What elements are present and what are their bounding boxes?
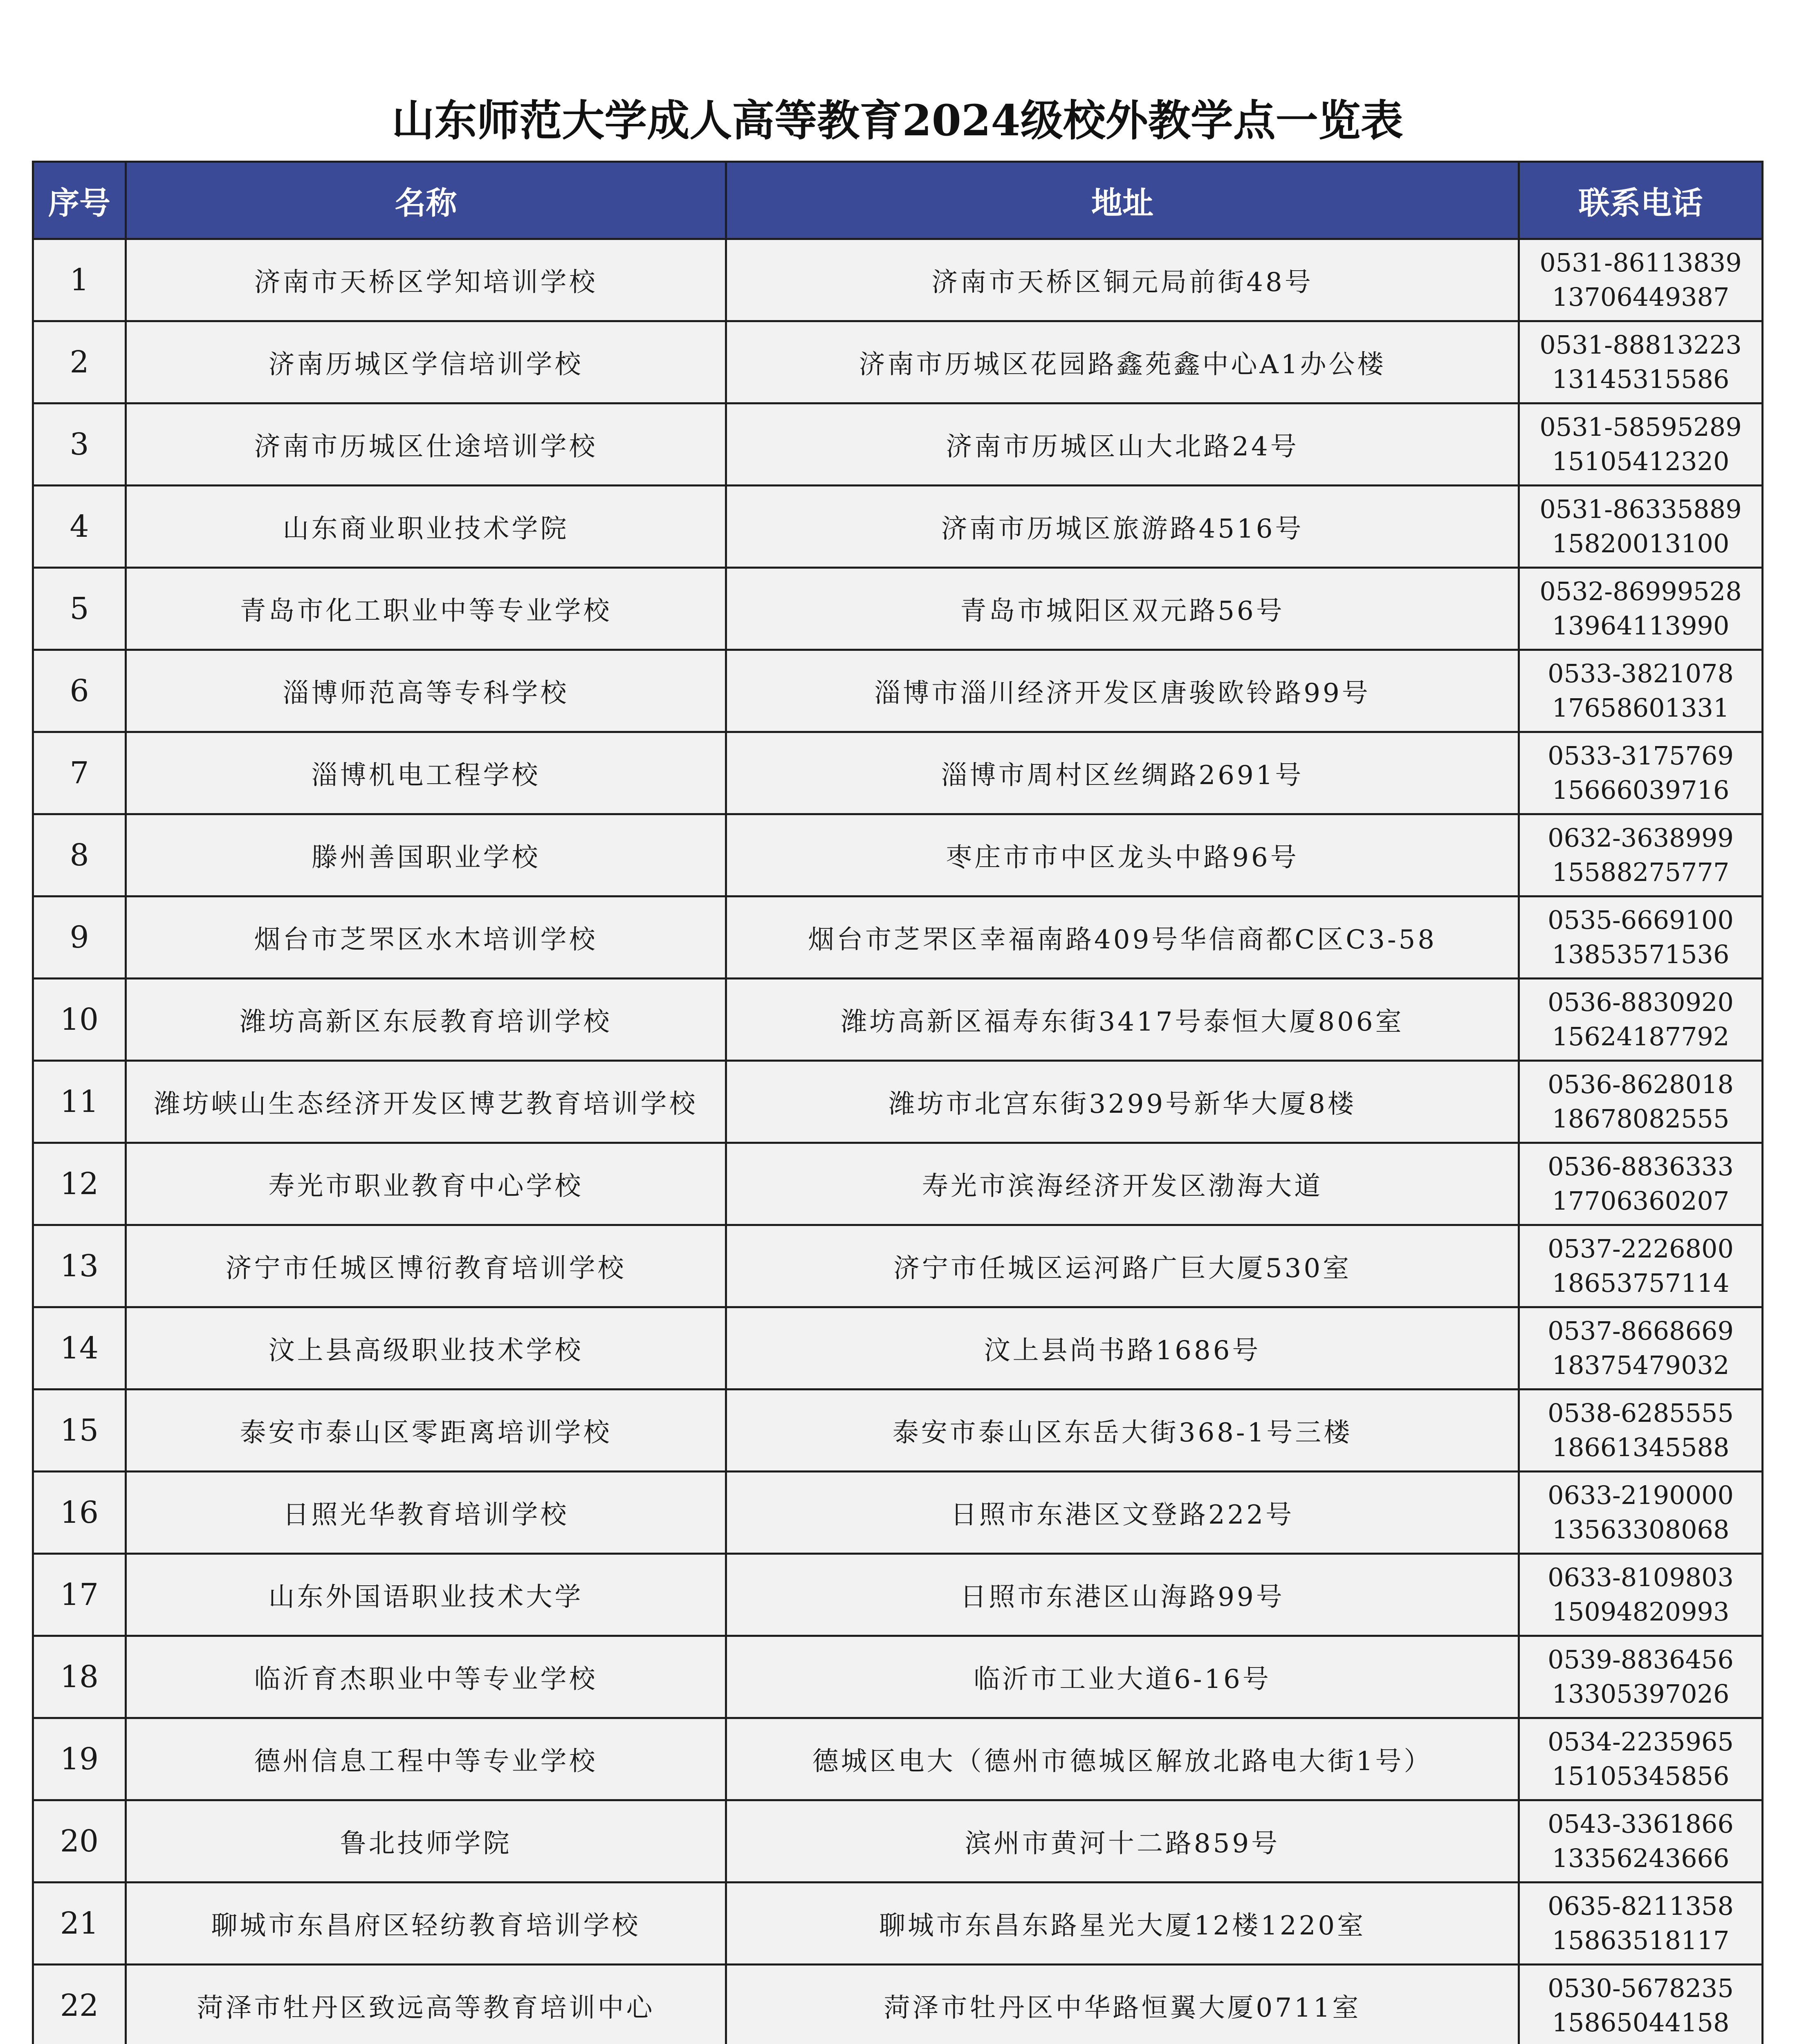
- row-name: 山东商业职业技术学院: [126, 486, 726, 568]
- row-phone-landline: 0531-86335889: [1539, 494, 1742, 524]
- row-name: 淄博师范高等专科学校: [126, 650, 726, 732]
- row-address: 菏泽市牡丹区中华路恒翼大厦0711室: [726, 1965, 1519, 2044]
- row-phone-landline: 0633-8109803: [1548, 1562, 1734, 1592]
- table-row: [33, 979, 1763, 1061]
- table-row: [33, 1143, 1763, 1225]
- row-address: 日照市东港区山海路99号: [726, 1554, 1519, 1636]
- row-phone: [1519, 1965, 1763, 2044]
- row-index: 3: [33, 403, 126, 486]
- row-phone: [1519, 979, 1763, 1061]
- row-phone: [1519, 1554, 1763, 1636]
- row-phone: [1519, 1800, 1763, 1883]
- row-name: 山东外国语职业技术大学: [126, 1554, 726, 1636]
- row-phone: [1519, 1307, 1763, 1390]
- row-address: 济南市历城区花园路鑫苑鑫中心A1办公楼: [726, 321, 1519, 403]
- table-row: [33, 239, 1763, 321]
- row-address: 滨州市黄河十二路859号: [726, 1800, 1519, 1883]
- row-phone: [1519, 321, 1763, 403]
- row-name: 济宁市任城区博衍教育培训学校: [126, 1225, 726, 1307]
- row-phone-mobile: 18653757114: [1552, 1268, 1730, 1298]
- row-index: 14: [33, 1307, 126, 1390]
- row-phone-landline: 0536-8628018: [1548, 1069, 1734, 1099]
- row-phone-mobile: 15105345856: [1552, 1761, 1730, 1791]
- row-name: 日照光华教育培训学校: [126, 1472, 726, 1554]
- row-address: 泰安市泰山区东岳大街368-1号三楼: [726, 1390, 1519, 1472]
- row-index: 20: [33, 1800, 126, 1883]
- row-phone: [1519, 1636, 1763, 1718]
- row-phone-mobile: 18678082555: [1552, 1104, 1730, 1134]
- row-phone-landline: 0531-86113839: [1539, 248, 1742, 278]
- row-name: 汶上县高级职业技术学校: [126, 1307, 726, 1390]
- row-index: 18: [33, 1636, 126, 1718]
- row-index: 17: [33, 1554, 126, 1636]
- row-phone-mobile: 13853571536: [1552, 939, 1730, 969]
- row-phone-mobile: 17706360207: [1552, 1186, 1730, 1216]
- row-phone-landline: 0536-8836333: [1548, 1152, 1734, 1181]
- row-address: 日照市东港区文登路222号: [726, 1472, 1519, 1554]
- table-row: [33, 321, 1763, 403]
- row-name: 聊城市东昌府区轻纺教育培训学校: [126, 1883, 726, 1965]
- table-row: [33, 1800, 1763, 1883]
- row-address: 济南市天桥区铜元局前街48号: [726, 239, 1519, 321]
- table-row: [33, 1225, 1763, 1307]
- row-address: 聊城市东昌东路星光大厦12楼1220室: [726, 1883, 1519, 1965]
- row-phone: [1519, 1472, 1763, 1554]
- row-phone-landline: 0533-3175769: [1548, 741, 1734, 771]
- row-index: 7: [33, 732, 126, 814]
- row-phone: [1519, 1061, 1763, 1143]
- row-phone-mobile: 18375479032: [1552, 1350, 1730, 1380]
- row-phone-mobile: 18661345588: [1552, 1432, 1730, 1462]
- row-name: 德州信息工程中等专业学校: [126, 1718, 726, 1800]
- row-index: 15: [33, 1390, 126, 1472]
- row-phone-mobile: 13964113990: [1552, 611, 1730, 641]
- row-index: 4: [33, 486, 126, 568]
- row-index: 8: [33, 814, 126, 896]
- row-phone-landline: 0532-86999528: [1539, 576, 1742, 606]
- row-name: 寿光市职业教育中心学校: [126, 1143, 726, 1225]
- row-address: 济宁市任城区运河路广巨大厦530室: [726, 1225, 1519, 1307]
- row-address: 潍坊市北宫东街3299号新华大厦8楼: [726, 1061, 1519, 1143]
- row-phone: [1519, 239, 1763, 321]
- row-index: 19: [33, 1718, 126, 1800]
- row-address: 德城区电大（德州市德城区解放北路电大街1号）: [726, 1718, 1519, 1800]
- row-address: 寿光市滨海经济开发区渤海大道: [726, 1143, 1519, 1225]
- row-name: 临沂育杰职业中等专业学校: [126, 1636, 726, 1718]
- row-phone: [1519, 1390, 1763, 1472]
- row-phone: [1519, 814, 1763, 896]
- row-phone: [1519, 732, 1763, 814]
- row-index: 16: [33, 1472, 126, 1554]
- row-phone: [1519, 403, 1763, 486]
- row-name: 淄博机电工程学校: [126, 732, 726, 814]
- row-phone: [1519, 896, 1763, 979]
- row-phone-landline: 0632-3638999: [1548, 823, 1734, 853]
- row-name: 滕州善国职业学校: [126, 814, 726, 896]
- row-phone-landline: 0533-3821078: [1548, 659, 1734, 688]
- header-index: 序号: [33, 162, 126, 239]
- table-row: [33, 1554, 1763, 1636]
- teaching-points-table: [32, 161, 1764, 2044]
- row-address: 潍坊高新区福寿东街3417号泰恒大厦806室: [726, 979, 1519, 1061]
- table-row: [33, 1883, 1763, 1965]
- table-row: [33, 896, 1763, 979]
- table-row: [33, 1718, 1763, 1800]
- row-phone-mobile: 13563308068: [1552, 1515, 1730, 1544]
- row-address: 淄博市淄川经济开发区唐骏欧铃路99号: [726, 650, 1519, 732]
- row-phone-landline: 0538-6285555: [1548, 1398, 1734, 1428]
- row-name: 青岛市化工职业中等专业学校: [126, 568, 726, 650]
- table-row: [33, 732, 1763, 814]
- row-phone-landline: 0539-8836456: [1548, 1645, 1734, 1674]
- table-body: [33, 239, 1763, 2044]
- row-phone-mobile: 15865044158: [1552, 2008, 1730, 2037]
- row-phone: [1519, 486, 1763, 568]
- row-name: 济南市天桥区学知培训学校: [126, 239, 726, 321]
- row-phone: [1519, 568, 1763, 650]
- table-row: [33, 1472, 1763, 1554]
- header-name: 名称: [126, 162, 726, 239]
- table-row: [33, 1390, 1763, 1472]
- row-index: 9: [33, 896, 126, 979]
- row-phone-landline: 0633-2190000: [1548, 1480, 1734, 1510]
- table-row: [33, 1061, 1763, 1143]
- row-phone-mobile: 15863518117: [1552, 1925, 1730, 1955]
- row-phone-landline: 0534-2235965: [1548, 1727, 1734, 1757]
- row-phone-mobile: 15666039716: [1552, 775, 1730, 805]
- row-phone: [1519, 1143, 1763, 1225]
- row-name: 潍坊高新区东辰教育培训学校: [126, 979, 726, 1061]
- row-phone-mobile: 17658601331: [1552, 693, 1730, 723]
- row-index: 2: [33, 321, 126, 403]
- table-row: [33, 486, 1763, 568]
- row-index: 11: [33, 1061, 126, 1143]
- table-header-row: [33, 162, 1763, 239]
- row-phone-mobile: 15094820993: [1552, 1597, 1730, 1627]
- row-address: 临沂市工业大道6-16号: [726, 1636, 1519, 1718]
- row-address: 济南市历城区山大北路24号: [726, 403, 1519, 486]
- row-name: 鲁北技师学院: [126, 1800, 726, 1883]
- row-index: 10: [33, 979, 126, 1061]
- row-phone: [1519, 1883, 1763, 1965]
- row-address: 汶上县尚书路1686号: [726, 1307, 1519, 1390]
- row-index: 22: [33, 1965, 126, 2044]
- row-phone-mobile: 15624187792: [1552, 1022, 1730, 1051]
- row-index: 13: [33, 1225, 126, 1307]
- table-row: [33, 1636, 1763, 1718]
- row-index: 1: [33, 239, 126, 321]
- row-phone-mobile: 13706449387: [1552, 282, 1730, 312]
- row-phone: [1519, 1718, 1763, 1800]
- row-phone-mobile: 15588275777: [1552, 857, 1730, 887]
- table-row: [33, 568, 1763, 650]
- row-phone-mobile: 15820013100: [1552, 529, 1730, 558]
- table-row: [33, 814, 1763, 896]
- row-index: 6: [33, 650, 126, 732]
- row-index: 21: [33, 1883, 126, 1965]
- header-address: 地址: [726, 162, 1519, 239]
- row-phone-landline: 0635-8211358: [1548, 1891, 1734, 1921]
- row-phone-landline: 0530-5678235: [1548, 1973, 1734, 2003]
- row-phone-landline: 0537-2226800: [1548, 1234, 1734, 1264]
- row-phone-mobile: 13305397026: [1552, 1679, 1730, 1709]
- row-address: 济南市历城区旅游路4516号: [726, 486, 1519, 568]
- row-phone-landline: 0531-58595289: [1539, 412, 1742, 442]
- row-phone-landline: 0535-6669100: [1548, 905, 1734, 935]
- table-row: [33, 1965, 1763, 2044]
- row-phone-landline: 0537-8668669: [1548, 1316, 1734, 1346]
- row-address: 青岛市城阳区双元路56号: [726, 568, 1519, 650]
- row-phone-landline: 0543-3361866: [1548, 1809, 1734, 1839]
- table-row: [33, 403, 1763, 486]
- row-phone-mobile: 13145315586: [1552, 364, 1730, 394]
- row-phone-landline: 0531-88813223: [1539, 330, 1742, 360]
- header-phone: 联系电话: [1519, 162, 1763, 239]
- row-index: 5: [33, 568, 126, 650]
- row-name: 烟台市芝罘区水木培训学校: [126, 896, 726, 979]
- row-name: 潍坊峡山生态经济开发区博艺教育培训学校: [126, 1061, 726, 1143]
- table-row: [33, 650, 1763, 732]
- row-phone: [1519, 1225, 1763, 1307]
- row-address: 枣庄市市中区龙头中路96号: [726, 814, 1519, 896]
- row-address: 烟台市芝罘区幸福南路409号华信商都C区C3-58: [726, 896, 1519, 979]
- row-phone-landline: 0536-8830920: [1548, 987, 1734, 1017]
- table-row: [33, 1307, 1763, 1390]
- row-phone-mobile: 15105412320: [1552, 446, 1730, 476]
- row-name: 济南市历城区仕途培训学校: [126, 403, 726, 486]
- row-index: 12: [33, 1143, 126, 1225]
- row-name: 菏泽市牡丹区致远高等教育培训中心: [126, 1965, 726, 2044]
- row-name: 泰安市泰山区零距离培训学校: [126, 1390, 726, 1472]
- row-phone-mobile: 13356243666: [1552, 1843, 1730, 1873]
- page-title: 山东师范大学成人高等教育2024级校外教学点一览表: [392, 95, 1403, 146]
- row-address: 淄博市周村区丝绸路2691号: [726, 732, 1519, 814]
- row-name: 济南历城区学信培训学校: [126, 321, 726, 403]
- row-phone: [1519, 650, 1763, 732]
